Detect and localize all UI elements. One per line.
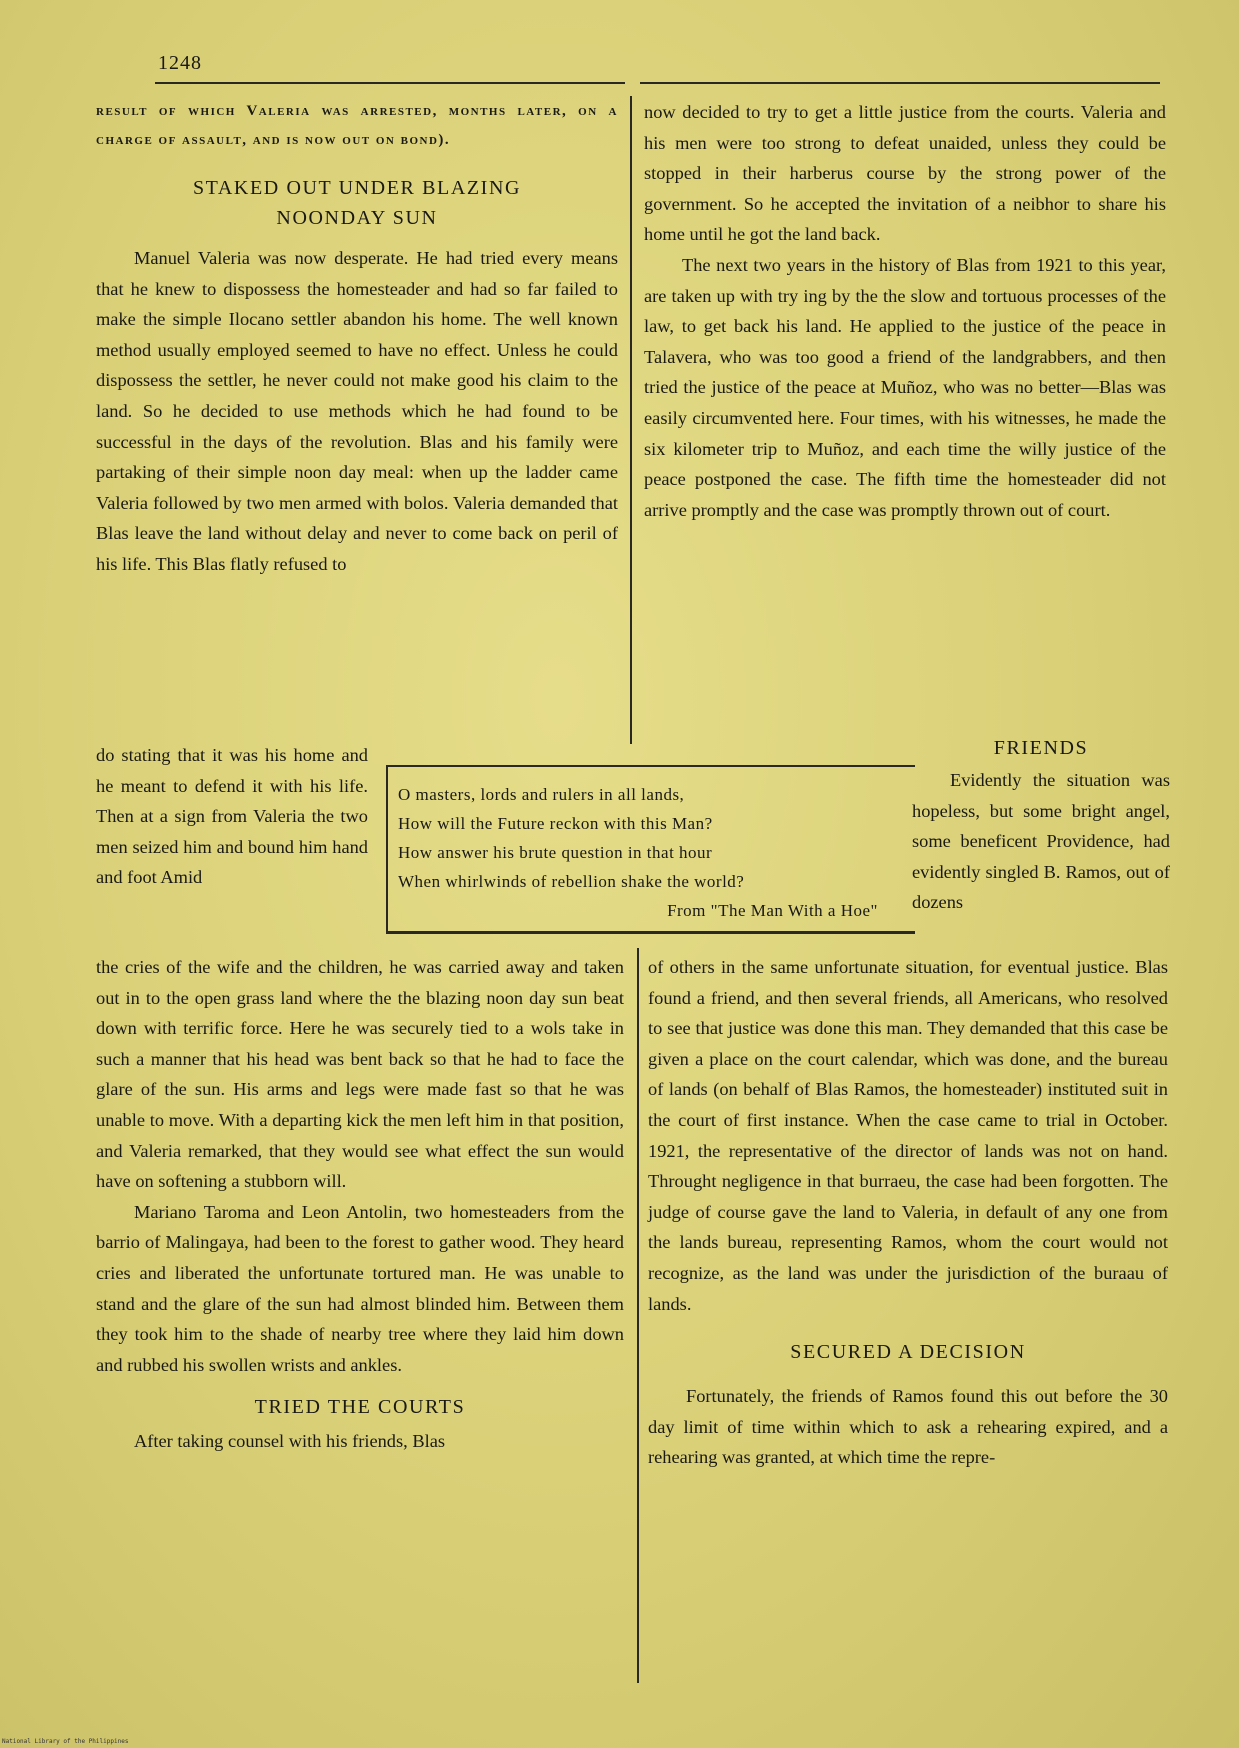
right-column-bottom xyxy=(648,952,1168,1473)
right-column-top xyxy=(644,97,1166,525)
poem-source: From "The Man With a Hoe" xyxy=(667,901,878,920)
article-paragraph: The next two years in the history of Blas from 1921 to this year, are taken up with try ing by the the slow and tortuous processes of the law, to get back his land. He applied to the justice of the peace in Talavera, who was too good a friend of the landgrabbers, and then tried the justice of the peace at Muñoz, who was no better—Blas was easily circumvented here. Four times, with his witnesses, he made the six kilometer trip to Muñoz, and each time the willy justice of the peace postponed the case. The fifth time the homesteader did not arrive promptly and the case was promptly thrown out of court. xyxy=(644,254,1166,520)
article-paragraph: After taking counsel with his friends, Blas xyxy=(134,1431,446,1452)
footer-credit: National Library of the Philippines xyxy=(2,1738,129,1745)
heading-staked-out-line2: NOONDAY SUN xyxy=(276,207,438,229)
heading-staked-out xyxy=(96,173,618,233)
page-number: 1248 xyxy=(158,52,202,74)
narrow-paragraph: do stating that it was his home and he meant to defend it with his life. Then at a sign from Valeria the two men seized him and bound him hand and foot Amid xyxy=(96,745,368,888)
heading-staked-out-line1: STAKED OUT UNDER BLAZING xyxy=(192,177,522,199)
column-divider-lower xyxy=(637,948,639,1683)
column-divider-upper xyxy=(630,96,632,744)
heading-secured-a-decision: SECURED A DECISION xyxy=(790,1341,1026,1364)
article-paragraph: now decided to try to get a little justice from the courts. Valeria and his men were too strong to defeat unaided, unless they could be stopped in their harberus course by the strong power of the government. So he accepted the invitation of a neibhor to share his home until he got the land back. xyxy=(644,102,1166,245)
poem-line: How will the Future reckon with this Man? xyxy=(398,814,713,833)
narrow-paragraph: Evidently the situation was hopeless, but some bright angel, some beneficent Providence, had evidently singled B. Ramos, out of dozens xyxy=(912,770,1170,913)
article-paragraph: of others in the same unfortunate situation, for eventual justice. Blas found a friend, and then several friends, all Americans, who resolved to see that justice was done this man. They demanded that this case be given a place on the court calendar, which was done, and the bureau of lands (on behalf of Blas Ramos, the homesteader) instituted suit in the court of first instance. When the case came to trial in October. 1921, the representative of the director of lands was not on hand. Throught negligence in that burraeu, the case had been forgotten. The judge of course gave the land to Valeria, in default of any one from the lands bureau, representing Ramos, whom the court would not recognize, as the land was under the jurisdiction of the buraau of lands. xyxy=(648,957,1168,1314)
article-paragraph: Manuel Valeria was now desperate. He had tried every means that he knew to dispossess the homesteader and had so far failed to make the simple Ilocano settler abandon his home. The well known method usually employed seemed to have no effect. Unless he could dispossess the settler, he never could not make good his claim to the land. So he decided to use methods which he had found to be successful in the days of the revolution. Blas and his family were partaking of their simple noon day meal: when up the ladder came Valeria followed by two men armed with bolos. Valeria demanded that Blas leave the land without delay and never to come back on peril of his life. This Blas flatly refused to xyxy=(96,248,618,574)
top-rule-left xyxy=(155,82,625,84)
left-narrow-text xyxy=(96,740,368,893)
right-narrow-text xyxy=(912,733,1170,918)
intro-caps-text: result of which Valeria was arrested, months later, on a charge of assault, and is now out on bond). xyxy=(96,103,618,148)
article-paragraph: Mariano Taroma and Leon Antolin, two homesteaders from the barrio of Malingaya, had been to the forest to gather wood. They heard cries and liberated the unfortunate tortured man. He was unable to stand and the glare of the sun had almost blinded him. Between them they took him to the shade of nearby tree where they laid him down and rubbed his swollen wrists and ankles. xyxy=(96,1201,624,1375)
heading-friends: FRIENDS xyxy=(993,737,1089,759)
article-paragraph: the cries of the wife and the children, he was carried away and taken out in to the open grass land where the the blazing noon day sun beat down with terrific force. Here he was securely tied to a wols take in such a manner that his head was bent back so that he had to face the glare of the sun. His arms and legs were made fast so that he was unable to move. With a departing kick the men left him in that position, and Valeria remarked, that they would see what effect the sun would have on softening a stubborn will. xyxy=(96,957,624,1192)
poem-line: How answer his brute question in that hour xyxy=(398,843,713,862)
top-rule-right xyxy=(640,82,1160,84)
poem-quote xyxy=(398,780,898,925)
heading-tried-the-courts: TRIED THE COURTS xyxy=(254,1396,466,1419)
poem-line: When whirlwinds of rebellion shake the world? xyxy=(398,872,745,891)
left-column-bottom xyxy=(96,952,624,1457)
left-column-top xyxy=(96,97,618,580)
article-paragraph: Fortunately, the friends of Ramos found this out before the 30 day limit of time within which to ask a rehearing expired, and a rehearing was granted, at which time the repre- xyxy=(648,1386,1168,1468)
poem-line: O masters, lords and rulers in all lands, xyxy=(398,785,685,804)
